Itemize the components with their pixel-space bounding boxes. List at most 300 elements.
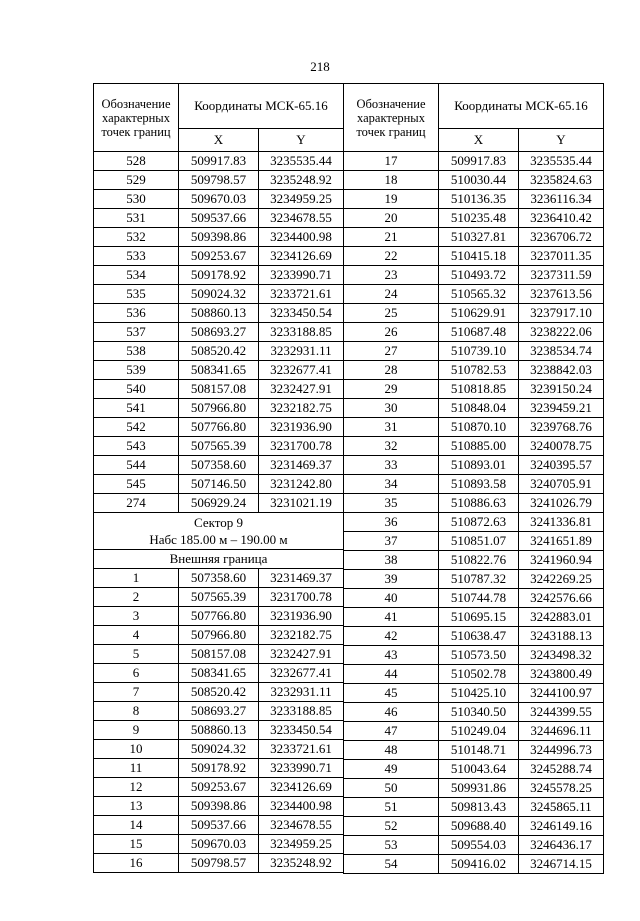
table-row bbox=[344, 855, 604, 874]
y-coordinate-cell: 3245865.11 bbox=[519, 798, 604, 817]
y-coordinate-cell: 3237311.59 bbox=[519, 266, 604, 285]
point-id-cell: 7 bbox=[94, 683, 179, 702]
point-id-cell: 13 bbox=[94, 797, 179, 816]
x-coordinate-cell: 509917.83 bbox=[439, 152, 519, 171]
x-coordinate-cell: 510872.63 bbox=[439, 513, 519, 532]
point-id-cell: 537 bbox=[94, 323, 179, 342]
y-coordinate-cell: 3235535.44 bbox=[519, 152, 604, 171]
x-coordinate-cell: 510415.18 bbox=[439, 247, 519, 266]
coordinates-table-right bbox=[343, 83, 604, 874]
x-coordinate-cell: 508860.13 bbox=[179, 721, 259, 740]
x-coordinate-cell: 509537.66 bbox=[179, 816, 259, 835]
table-row bbox=[344, 190, 604, 209]
x-coordinate-cell: 509670.03 bbox=[179, 835, 259, 854]
table-row bbox=[344, 456, 604, 475]
point-column-header: Обозначение характерных точек границ bbox=[344, 84, 439, 152]
table-row bbox=[94, 171, 344, 190]
y-coordinate-cell: 3232427.91 bbox=[259, 380, 344, 399]
x-coordinate-cell: 508341.65 bbox=[179, 664, 259, 683]
point-id-cell: 539 bbox=[94, 361, 179, 380]
point-id-cell: 24 bbox=[344, 285, 439, 304]
y-coordinate-cell: 3231936.90 bbox=[259, 607, 344, 626]
y-coordinate-cell: 3244696.11 bbox=[519, 722, 604, 741]
table-row bbox=[94, 607, 344, 626]
point-id-cell: 23 bbox=[344, 266, 439, 285]
point-id-cell: 42 bbox=[344, 627, 439, 646]
point-id-cell: 47 bbox=[344, 722, 439, 741]
x-coordinate-cell: 510744.78 bbox=[439, 589, 519, 608]
table-row bbox=[94, 285, 344, 304]
point-id-cell: 529 bbox=[94, 171, 179, 190]
point-id-cell: 19 bbox=[344, 190, 439, 209]
table-row bbox=[344, 266, 604, 285]
x-coordinate-cell: 508341.65 bbox=[179, 361, 259, 380]
table-row bbox=[344, 171, 604, 190]
y-coordinate-cell: 3236410.42 bbox=[519, 209, 604, 228]
table-row bbox=[344, 285, 604, 304]
x-column-header: X bbox=[439, 128, 519, 152]
table-row bbox=[94, 342, 344, 361]
point-id-cell: 5 bbox=[94, 645, 179, 664]
table-row bbox=[344, 247, 604, 266]
x-coordinate-cell: 507565.39 bbox=[179, 437, 259, 456]
table-row bbox=[344, 551, 604, 570]
point-id-cell: 544 bbox=[94, 456, 179, 475]
table-row bbox=[344, 399, 604, 418]
y-coordinate-cell: 3241651.89 bbox=[519, 532, 604, 551]
y-coordinate-cell: 3241336.81 bbox=[519, 513, 604, 532]
x-coordinate-cell: 509398.86 bbox=[179, 797, 259, 816]
table-row bbox=[344, 722, 604, 741]
point-id-cell: 40 bbox=[344, 589, 439, 608]
point-id-cell: 535 bbox=[94, 285, 179, 304]
point-id-cell: 3 bbox=[94, 607, 179, 626]
table-row bbox=[94, 494, 344, 513]
point-id-cell: 2 bbox=[94, 588, 179, 607]
point-id-cell: 43 bbox=[344, 646, 439, 665]
y-coordinate-cell: 3232931.11 bbox=[259, 342, 344, 361]
y-coordinate-cell: 3239150.24 bbox=[519, 380, 604, 399]
point-id-cell: 38 bbox=[344, 551, 439, 570]
table-row bbox=[94, 247, 344, 266]
table-row bbox=[94, 797, 344, 816]
table-row bbox=[94, 475, 344, 494]
point-id-cell: 10 bbox=[94, 740, 179, 759]
y-coordinate-cell: 3237011.35 bbox=[519, 247, 604, 266]
table-row bbox=[344, 836, 604, 855]
table-row bbox=[94, 209, 344, 228]
y-coordinate-cell: 3234678.55 bbox=[259, 816, 344, 835]
y-coordinate-cell: 3236706.72 bbox=[519, 228, 604, 247]
x-coordinate-cell: 509253.67 bbox=[179, 778, 259, 797]
x-coordinate-cell: 509178.92 bbox=[179, 759, 259, 778]
y-coordinate-cell: 3233188.85 bbox=[259, 323, 344, 342]
point-id-cell: 44 bbox=[344, 665, 439, 684]
table-row bbox=[344, 589, 604, 608]
y-coordinate-cell: 3231469.37 bbox=[259, 456, 344, 475]
table-row bbox=[94, 588, 344, 607]
table-row bbox=[344, 513, 604, 532]
y-coordinate-cell: 3237613.56 bbox=[519, 285, 604, 304]
x-coordinate-cell: 507358.60 bbox=[179, 569, 259, 588]
x-coordinate-cell: 509670.03 bbox=[179, 190, 259, 209]
y-coordinate-cell: 3231469.37 bbox=[259, 569, 344, 588]
x-coordinate-cell: 510870.10 bbox=[439, 418, 519, 437]
x-coordinate-cell: 509024.32 bbox=[179, 740, 259, 759]
x-coordinate-cell: 507565.39 bbox=[179, 588, 259, 607]
y-coordinate-cell: 3239768.76 bbox=[519, 418, 604, 437]
y-coordinate-cell: 3243498.32 bbox=[519, 646, 604, 665]
x-coordinate-cell: 509917.83 bbox=[179, 152, 259, 171]
y-column-header: Y bbox=[519, 128, 604, 152]
x-coordinate-cell: 507766.80 bbox=[179, 418, 259, 437]
point-id-cell: 532 bbox=[94, 228, 179, 247]
x-coordinate-cell: 509554.03 bbox=[439, 836, 519, 855]
table-row bbox=[94, 854, 344, 873]
table-row bbox=[344, 494, 604, 513]
coordinates-table-left bbox=[93, 83, 344, 873]
y-coordinate-cell: 3234959.25 bbox=[259, 835, 344, 854]
point-id-cell: 8 bbox=[94, 702, 179, 721]
point-id-cell: 28 bbox=[344, 361, 439, 380]
table-row bbox=[94, 190, 344, 209]
table-row bbox=[344, 361, 604, 380]
y-coordinate-cell: 3243800.49 bbox=[519, 665, 604, 684]
x-column-header: X bbox=[179, 128, 259, 152]
table-row bbox=[344, 760, 604, 779]
point-id-cell: 545 bbox=[94, 475, 179, 494]
point-id-cell: 20 bbox=[344, 209, 439, 228]
y-coordinate-cell: 3241026.79 bbox=[519, 494, 604, 513]
y-coordinate-cell: 3243188.13 bbox=[519, 627, 604, 646]
point-id-cell: 39 bbox=[344, 570, 439, 589]
x-coordinate-cell: 510043.64 bbox=[439, 760, 519, 779]
table-row bbox=[344, 684, 604, 703]
x-coordinate-cell: 509798.57 bbox=[179, 854, 259, 873]
x-coordinate-cell: 510818.85 bbox=[439, 380, 519, 399]
x-coordinate-cell: 508520.42 bbox=[179, 683, 259, 702]
y-coordinate-cell: 3233721.61 bbox=[259, 740, 344, 759]
x-coordinate-cell: 509253.67 bbox=[179, 247, 259, 266]
point-id-cell: 33 bbox=[344, 456, 439, 475]
x-coordinate-cell: 508693.27 bbox=[179, 323, 259, 342]
y-coordinate-cell: 3244996.73 bbox=[519, 741, 604, 760]
table-row bbox=[94, 304, 344, 323]
x-coordinate-cell: 510893.58 bbox=[439, 475, 519, 494]
x-coordinate-cell: 510502.78 bbox=[439, 665, 519, 684]
x-coordinate-cell: 510695.15 bbox=[439, 608, 519, 627]
table-row bbox=[344, 228, 604, 247]
x-coordinate-cell: 510249.04 bbox=[439, 722, 519, 741]
coordinates-header: Координаты МСК-65.16 bbox=[439, 84, 604, 129]
point-id-cell: 48 bbox=[344, 741, 439, 760]
y-coordinate-cell: 3234678.55 bbox=[259, 209, 344, 228]
x-coordinate-cell: 507146.50 bbox=[179, 475, 259, 494]
x-coordinate-cell: 508520.42 bbox=[179, 342, 259, 361]
table-row bbox=[344, 304, 604, 323]
point-id-cell: 35 bbox=[344, 494, 439, 513]
point-id-cell: 531 bbox=[94, 209, 179, 228]
y-coordinate-cell: 3232427.91 bbox=[259, 645, 344, 664]
table-row bbox=[94, 816, 344, 835]
table-row bbox=[344, 475, 604, 494]
y-coordinate-cell: 3240705.91 bbox=[519, 475, 604, 494]
y-coordinate-cell: 3232182.75 bbox=[259, 399, 344, 418]
y-coordinate-cell: 3233450.54 bbox=[259, 721, 344, 740]
table-row bbox=[344, 798, 604, 817]
table-row bbox=[94, 664, 344, 683]
x-coordinate-cell: 509537.66 bbox=[179, 209, 259, 228]
y-coordinate-cell: 3246436.17 bbox=[519, 836, 604, 855]
table-row bbox=[344, 437, 604, 456]
x-coordinate-cell: 510638.47 bbox=[439, 627, 519, 646]
x-coordinate-cell: 510687.48 bbox=[439, 323, 519, 342]
y-coordinate-cell: 3236116.34 bbox=[519, 190, 604, 209]
y-coordinate-cell: 3232931.11 bbox=[259, 683, 344, 702]
y-coordinate-cell: 3233990.71 bbox=[259, 759, 344, 778]
y-coordinate-cell: 3241960.94 bbox=[519, 551, 604, 570]
y-coordinate-cell: 3231242.80 bbox=[259, 475, 344, 494]
point-id-cell: 6 bbox=[94, 664, 179, 683]
y-coordinate-cell: 3245578.25 bbox=[519, 779, 604, 798]
x-coordinate-cell: 510885.00 bbox=[439, 437, 519, 456]
x-coordinate-cell: 510893.01 bbox=[439, 456, 519, 475]
x-coordinate-cell: 506929.24 bbox=[179, 494, 259, 513]
point-id-cell: 1 bbox=[94, 569, 179, 588]
point-id-cell: 534 bbox=[94, 266, 179, 285]
point-id-cell: 542 bbox=[94, 418, 179, 437]
point-id-cell: 31 bbox=[344, 418, 439, 437]
point-id-cell: 52 bbox=[344, 817, 439, 836]
x-coordinate-cell: 509798.57 bbox=[179, 171, 259, 190]
y-coordinate-cell: 3234959.25 bbox=[259, 190, 344, 209]
x-coordinate-cell: 510565.32 bbox=[439, 285, 519, 304]
x-coordinate-cell: 508157.08 bbox=[179, 645, 259, 664]
point-id-cell: 49 bbox=[344, 760, 439, 779]
table-row bbox=[344, 532, 604, 551]
table-row bbox=[344, 380, 604, 399]
table-row bbox=[344, 570, 604, 589]
table-row bbox=[344, 646, 604, 665]
point-id-cell: 26 bbox=[344, 323, 439, 342]
y-coordinate-cell: 3234400.98 bbox=[259, 228, 344, 247]
x-coordinate-cell: 510822.76 bbox=[439, 551, 519, 570]
y-coordinate-cell: 3238842.03 bbox=[519, 361, 604, 380]
point-id-cell: 54 bbox=[344, 855, 439, 874]
point-id-cell: 12 bbox=[94, 778, 179, 797]
y-coordinate-cell: 3246714.15 bbox=[519, 855, 604, 874]
x-coordinate-cell: 510030.44 bbox=[439, 171, 519, 190]
y-coordinate-cell: 3240078.75 bbox=[519, 437, 604, 456]
header-row bbox=[94, 84, 344, 129]
x-coordinate-cell: 510493.72 bbox=[439, 266, 519, 285]
table-row bbox=[94, 626, 344, 645]
table-row bbox=[94, 740, 344, 759]
point-id-cell: 14 bbox=[94, 816, 179, 835]
point-id-cell: 25 bbox=[344, 304, 439, 323]
x-coordinate-cell: 509178.92 bbox=[179, 266, 259, 285]
x-coordinate-cell: 510886.63 bbox=[439, 494, 519, 513]
table-row bbox=[94, 569, 344, 588]
x-coordinate-cell: 510340.50 bbox=[439, 703, 519, 722]
y-coordinate-cell: 3238534.74 bbox=[519, 342, 604, 361]
y-coordinate-cell: 3232677.41 bbox=[259, 361, 344, 380]
point-id-cell: 540 bbox=[94, 380, 179, 399]
x-coordinate-cell: 510739.10 bbox=[439, 342, 519, 361]
y-coordinate-cell: 3234126.69 bbox=[259, 778, 344, 797]
y-coordinate-cell: 3246149.16 bbox=[519, 817, 604, 836]
x-coordinate-cell: 507358.60 bbox=[179, 456, 259, 475]
table-row bbox=[344, 152, 604, 171]
y-coordinate-cell: 3235248.92 bbox=[259, 171, 344, 190]
table-row bbox=[94, 702, 344, 721]
point-id-cell: 53 bbox=[344, 836, 439, 855]
table-row bbox=[344, 608, 604, 627]
y-coordinate-cell: 3231700.78 bbox=[259, 588, 344, 607]
table-row bbox=[344, 779, 604, 798]
sector-heading-row bbox=[94, 513, 344, 550]
point-id-cell: 15 bbox=[94, 835, 179, 854]
point-id-cell: 46 bbox=[344, 703, 439, 722]
point-id-cell: 11 bbox=[94, 759, 179, 778]
point-id-cell: 30 bbox=[344, 399, 439, 418]
y-coordinate-cell: 3233990.71 bbox=[259, 266, 344, 285]
table-row bbox=[94, 645, 344, 664]
point-column-header: Обозначение характерных точек границ bbox=[94, 84, 179, 152]
table-row bbox=[94, 437, 344, 456]
y-coordinate-cell: 3242269.25 bbox=[519, 570, 604, 589]
x-coordinate-cell: 508860.13 bbox=[179, 304, 259, 323]
y-coordinate-cell: 3235824.63 bbox=[519, 171, 604, 190]
x-coordinate-cell: 510136.35 bbox=[439, 190, 519, 209]
point-id-cell: 32 bbox=[344, 437, 439, 456]
point-id-cell: 50 bbox=[344, 779, 439, 798]
sector-heading bbox=[94, 513, 344, 550]
table-row bbox=[344, 323, 604, 342]
boundary-label-row bbox=[94, 550, 344, 569]
y-coordinate-cell: 3231700.78 bbox=[259, 437, 344, 456]
x-coordinate-cell: 510235.48 bbox=[439, 209, 519, 228]
y-coordinate-cell: 3231936.90 bbox=[259, 418, 344, 437]
x-coordinate-cell: 509931.86 bbox=[439, 779, 519, 798]
x-coordinate-cell: 510148.71 bbox=[439, 741, 519, 760]
table-row bbox=[344, 209, 604, 228]
y-coordinate-cell: 3244399.55 bbox=[519, 703, 604, 722]
y-coordinate-cell: 3232182.75 bbox=[259, 626, 344, 645]
page-number: 218 bbox=[310, 59, 330, 74]
table-row bbox=[94, 835, 344, 854]
point-id-cell: 22 bbox=[344, 247, 439, 266]
y-coordinate-cell: 3242883.01 bbox=[519, 608, 604, 627]
y-coordinate-cell: 3231021.19 bbox=[259, 494, 344, 513]
boundary-label: Внешняя граница bbox=[94, 550, 344, 569]
point-id-cell: 274 bbox=[94, 494, 179, 513]
y-coordinate-cell: 3244100.97 bbox=[519, 684, 604, 703]
y-column-header: Y bbox=[259, 128, 344, 152]
point-id-cell: 37 bbox=[344, 532, 439, 551]
table-row bbox=[344, 418, 604, 437]
y-coordinate-cell: 3235248.92 bbox=[259, 854, 344, 873]
y-coordinate-cell: 3234126.69 bbox=[259, 247, 344, 266]
table-row bbox=[94, 266, 344, 285]
point-id-cell: 538 bbox=[94, 342, 179, 361]
x-coordinate-cell: 509416.02 bbox=[439, 855, 519, 874]
table-row bbox=[94, 152, 344, 171]
point-id-cell: 36 bbox=[344, 513, 439, 532]
table-row bbox=[344, 627, 604, 646]
point-id-cell: 45 bbox=[344, 684, 439, 703]
x-coordinate-cell: 510327.81 bbox=[439, 228, 519, 247]
x-coordinate-cell: 510851.07 bbox=[439, 532, 519, 551]
y-coordinate-cell: 3233450.54 bbox=[259, 304, 344, 323]
header-row bbox=[344, 84, 604, 129]
table-row bbox=[94, 683, 344, 702]
y-coordinate-cell: 3232677.41 bbox=[259, 664, 344, 683]
x-coordinate-cell: 509398.86 bbox=[179, 228, 259, 247]
x-coordinate-cell: 509688.40 bbox=[439, 817, 519, 836]
point-id-cell: 18 bbox=[344, 171, 439, 190]
coordinates-header: Координаты МСК-65.16 bbox=[179, 84, 344, 129]
x-coordinate-cell: 510573.50 bbox=[439, 646, 519, 665]
table-row bbox=[344, 703, 604, 722]
table-row bbox=[94, 380, 344, 399]
sector-title: Сектор 9 bbox=[193, 515, 243, 530]
point-id-cell: 51 bbox=[344, 798, 439, 817]
point-id-cell: 27 bbox=[344, 342, 439, 361]
table-row bbox=[94, 418, 344, 437]
point-id-cell: 17 bbox=[344, 152, 439, 171]
point-id-cell: 543 bbox=[94, 437, 179, 456]
table-row bbox=[344, 741, 604, 760]
x-coordinate-cell: 510782.53 bbox=[439, 361, 519, 380]
y-coordinate-cell: 3240395.57 bbox=[519, 456, 604, 475]
point-id-cell: 4 bbox=[94, 626, 179, 645]
sector-height-range: Набс 185.00 м – 190.00 м bbox=[149, 532, 288, 547]
point-id-cell: 528 bbox=[94, 152, 179, 171]
point-id-cell: 16 bbox=[94, 854, 179, 873]
table-row bbox=[344, 665, 604, 684]
point-id-cell: 536 bbox=[94, 304, 179, 323]
x-coordinate-cell: 510425.10 bbox=[439, 684, 519, 703]
point-id-cell: 541 bbox=[94, 399, 179, 418]
y-coordinate-cell: 3235535.44 bbox=[259, 152, 344, 171]
table-row bbox=[94, 759, 344, 778]
table-row bbox=[94, 456, 344, 475]
x-coordinate-cell: 507766.80 bbox=[179, 607, 259, 626]
x-coordinate-cell: 507966.80 bbox=[179, 626, 259, 645]
x-coordinate-cell: 509813.43 bbox=[439, 798, 519, 817]
y-coordinate-cell: 3239459.21 bbox=[519, 399, 604, 418]
x-coordinate-cell: 509024.32 bbox=[179, 285, 259, 304]
x-coordinate-cell: 510848.04 bbox=[439, 399, 519, 418]
y-coordinate-cell: 3233188.85 bbox=[259, 702, 344, 721]
y-coordinate-cell: 3245288.74 bbox=[519, 760, 604, 779]
table-row bbox=[94, 361, 344, 380]
y-coordinate-cell: 3234400.98 bbox=[259, 797, 344, 816]
point-id-cell: 21 bbox=[344, 228, 439, 247]
table-row bbox=[94, 778, 344, 797]
table-row bbox=[94, 228, 344, 247]
table-row bbox=[344, 817, 604, 836]
y-coordinate-cell: 3242576.66 bbox=[519, 589, 604, 608]
table-row bbox=[94, 721, 344, 740]
x-coordinate-cell: 508693.27 bbox=[179, 702, 259, 721]
x-coordinate-cell: 510629.91 bbox=[439, 304, 519, 323]
y-coordinate-cell: 3233721.61 bbox=[259, 285, 344, 304]
table-row bbox=[94, 323, 344, 342]
point-id-cell: 41 bbox=[344, 608, 439, 627]
x-coordinate-cell: 510787.32 bbox=[439, 570, 519, 589]
